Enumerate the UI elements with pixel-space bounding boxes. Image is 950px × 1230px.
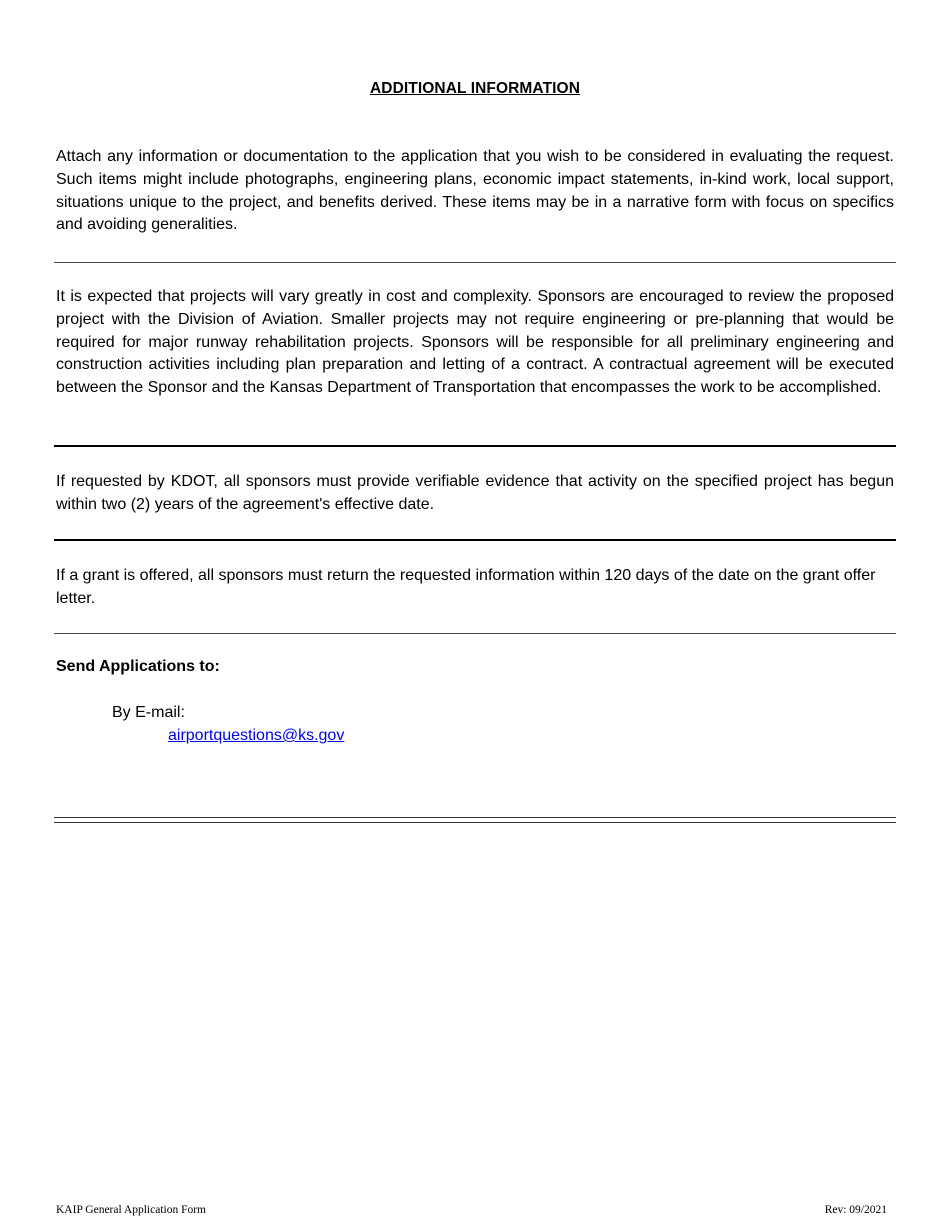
email-link[interactable]: airportquestions@ks.gov [168, 727, 345, 744]
send-applications-heading: Send Applications to: [56, 658, 220, 675]
section-divider [54, 539, 896, 541]
paragraph-project-complexity: It is expected that projects will vary greatly in cost and complexity. Sponsors are encouraged to review the proposed project with the Division of Aviation. Smaller projects may not require engineering or pre-planning that would be required for major runway rehabilitation projects. Sponsors will be responsible for all preliminary engineering and construction activities including plan preparation and letting of a contract. A contractual agreement will be executed between the Sponsor and the Kansas Department of Transportation that encompasses the work to be accomplished. [56, 288, 894, 397]
section-divider [54, 445, 896, 447]
section-divider [54, 633, 896, 634]
footer-revision: Rev: 09/2021 [824, 1204, 887, 1216]
paragraph-verifiable-evidence: If requested by KDOT, all sponsors must provide verifiable evidence that activity on the specified project has begun within two (2) years of the agreement's effective date. [56, 473, 894, 513]
paragraph-attachments: Attach any information or documentation to the application that you wish to be considered in evaluating the request. Such items might include photographs, engineering plans, economic impact statements, in-kind work, local support, situations unique to the project, and benefits derived. These items may be in a narrative form with focus on specifics and avoiding generalities. [56, 148, 894, 234]
page-title: ADDITIONAL INFORMATION [370, 80, 580, 97]
footer-form-name: KAIP General Application Form [56, 1204, 207, 1216]
double-divider [54, 817, 896, 823]
paragraph-grant-offer: If a grant is offered, all sponsors must return the requested information within 120 days of the date on the grant offer letter. [56, 567, 876, 607]
section-divider [54, 262, 896, 263]
email-label: By E-mail: [112, 704, 185, 721]
